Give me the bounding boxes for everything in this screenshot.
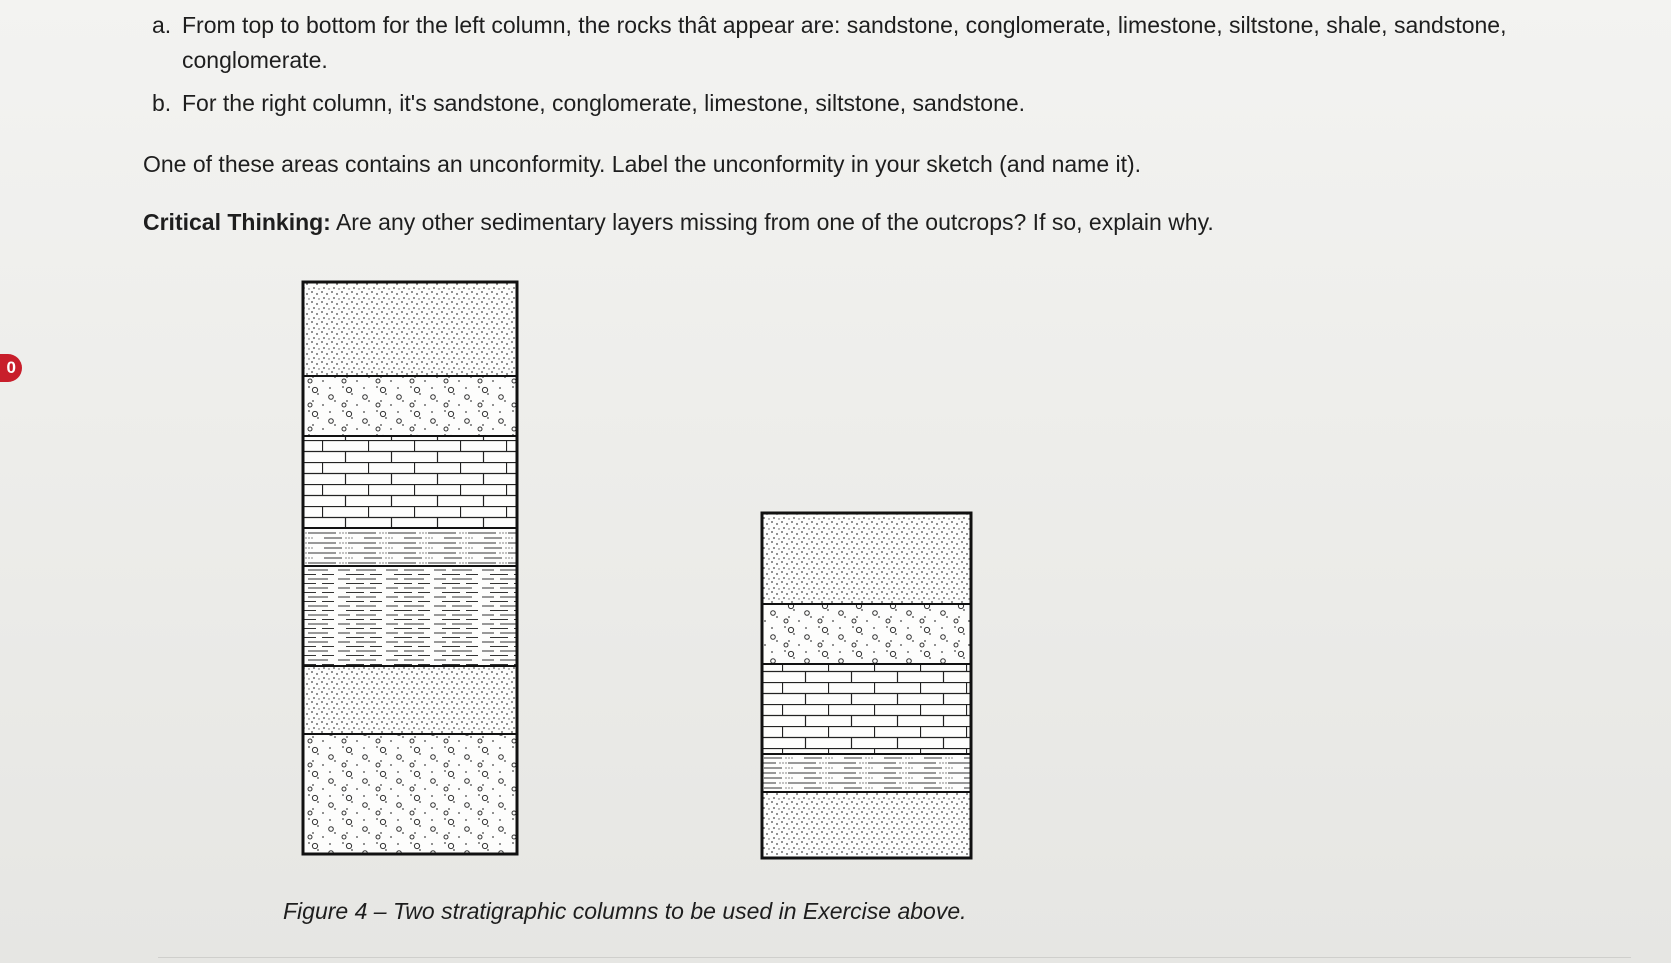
question-b-text: For the right column, it's sandstone, conglomerate, limestone, siltstone, sandstone. <box>182 90 1026 116</box>
left-layer-7-conglomerate <box>303 734 517 854</box>
left-layer-3-limestone <box>303 436 517 528</box>
left-layer-5-shale <box>303 566 517 666</box>
right-layer-4-siltstone <box>762 754 971 792</box>
right-layer-3-limestone <box>762 664 971 754</box>
critical-thinking-label: Critical Thinking: <box>143 209 331 235</box>
right-layer-2-conglomerate <box>762 604 971 664</box>
unconformity-paragraph: One of these areas contains an unconformity. Label the unconformity in your sketch (and name it). <box>143 151 1142 177</box>
question-a-text: From top to bottom for the left column, the rocks thât appear are: sandstone, conglomerate, limestone, siltstone, shale, sandstone, <box>182 12 1507 38</box>
left-layer-2-conglomerate <box>303 376 517 436</box>
right-stratigraphic-column <box>762 513 971 858</box>
question-a-line2: conglomerate. <box>182 47 328 73</box>
left-stratigraphic-column <box>303 282 517 854</box>
figure-caption: Figure 4 – Two stratigraphic columns to be used in Exercise above. <box>283 898 967 924</box>
notification-badge[interactable]: 0 <box>0 354 22 382</box>
critical-thinking-text: Are any other sedimentary layers missing from one of the outcrops? If so, explain why. <box>330 209 1214 235</box>
right-layer-1-sandstone <box>762 513 971 604</box>
left-layer-6-sandstone <box>303 666 517 734</box>
question-b-label: b. <box>152 90 172 116</box>
right-layer-5-sandstone <box>762 792 971 858</box>
left-layer-1-sandstone <box>303 282 517 376</box>
question-a-label: a. <box>152 12 172 38</box>
left-layer-4-siltstone <box>303 528 517 566</box>
bottom-divider <box>158 957 1631 958</box>
